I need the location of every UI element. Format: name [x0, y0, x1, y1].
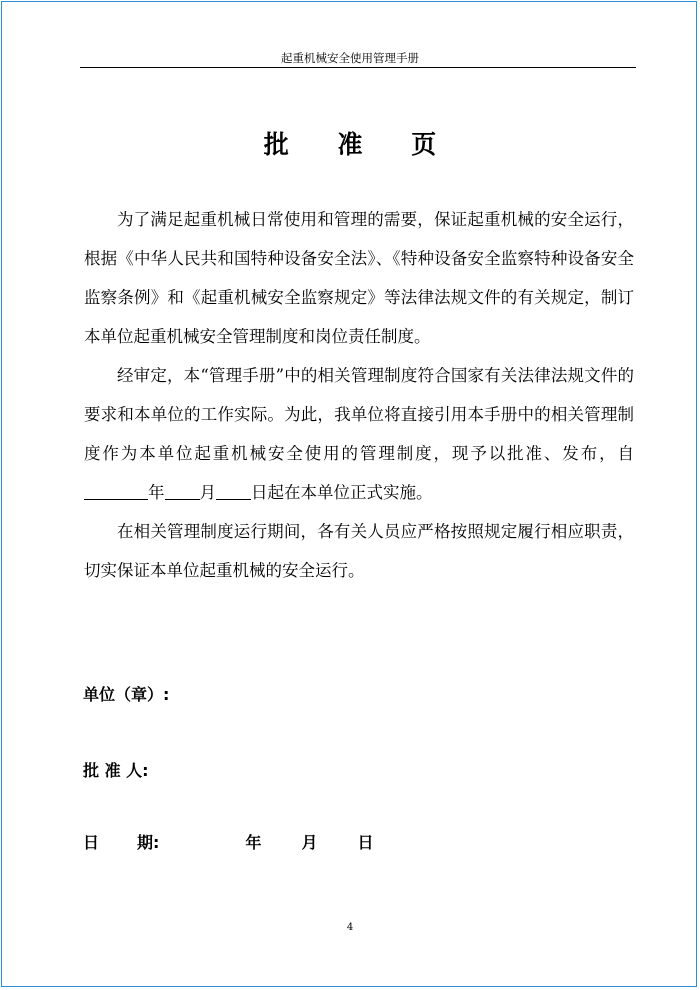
month-label: 月: [199, 483, 216, 502]
date-line: [83, 832, 373, 854]
approval-text: [84, 200, 634, 590]
date-day: 日: [357, 833, 374, 852]
day-blank: [216, 483, 251, 500]
approval-main-text: 经审定，本“管理手册”中的相关管理制度符合国家有关法律法规文件的要求和本单位的工作实际。为此，我单位将直接引用本手册中的相关管理制度作为本单位起重机械安全使用的管理制度，现予以批准、发布，自: [84, 366, 634, 463]
year-label: 年: [148, 483, 165, 502]
paragraph-purpose: 为了满足起重机械日常使用和管理的需要，保证起重机械的安全运行，根据《中华人民共和国特种设备安全法》、《特种设备安全监察特种设备安全监察条例》和《起重机械安全监察规定》等法律法规文件的有关规定，制订本单位起重机械安全管理制度和岗位责任制度。: [84, 210, 634, 346]
date-label-char-2: 期:: [137, 833, 160, 852]
header-rule: [80, 67, 636, 68]
year-blank: [84, 483, 148, 500]
effective-text: 日起在本单位正式实施。: [251, 483, 433, 502]
unit-seal-label: 单位（章）:: [83, 685, 170, 704]
date-month: 月: [301, 833, 318, 852]
approver-label: 批 准 人:: [83, 761, 149, 780]
paragraph-approval: [84, 356, 634, 512]
page-title: 批 准 页: [263, 130, 457, 159]
month-blank: [165, 483, 200, 500]
running-header: 起重机械安全使用管理手册: [281, 51, 419, 65]
date-label-char-1: 日: [83, 833, 100, 852]
paragraph-responsibility: 在相关管理制度运行期间，各有关人员应严格按照规定履行相应职责，切实保证本单位起重机械的安全运行。: [84, 522, 634, 580]
date-year: 年: [245, 833, 262, 852]
page-number: 4: [346, 922, 354, 933]
